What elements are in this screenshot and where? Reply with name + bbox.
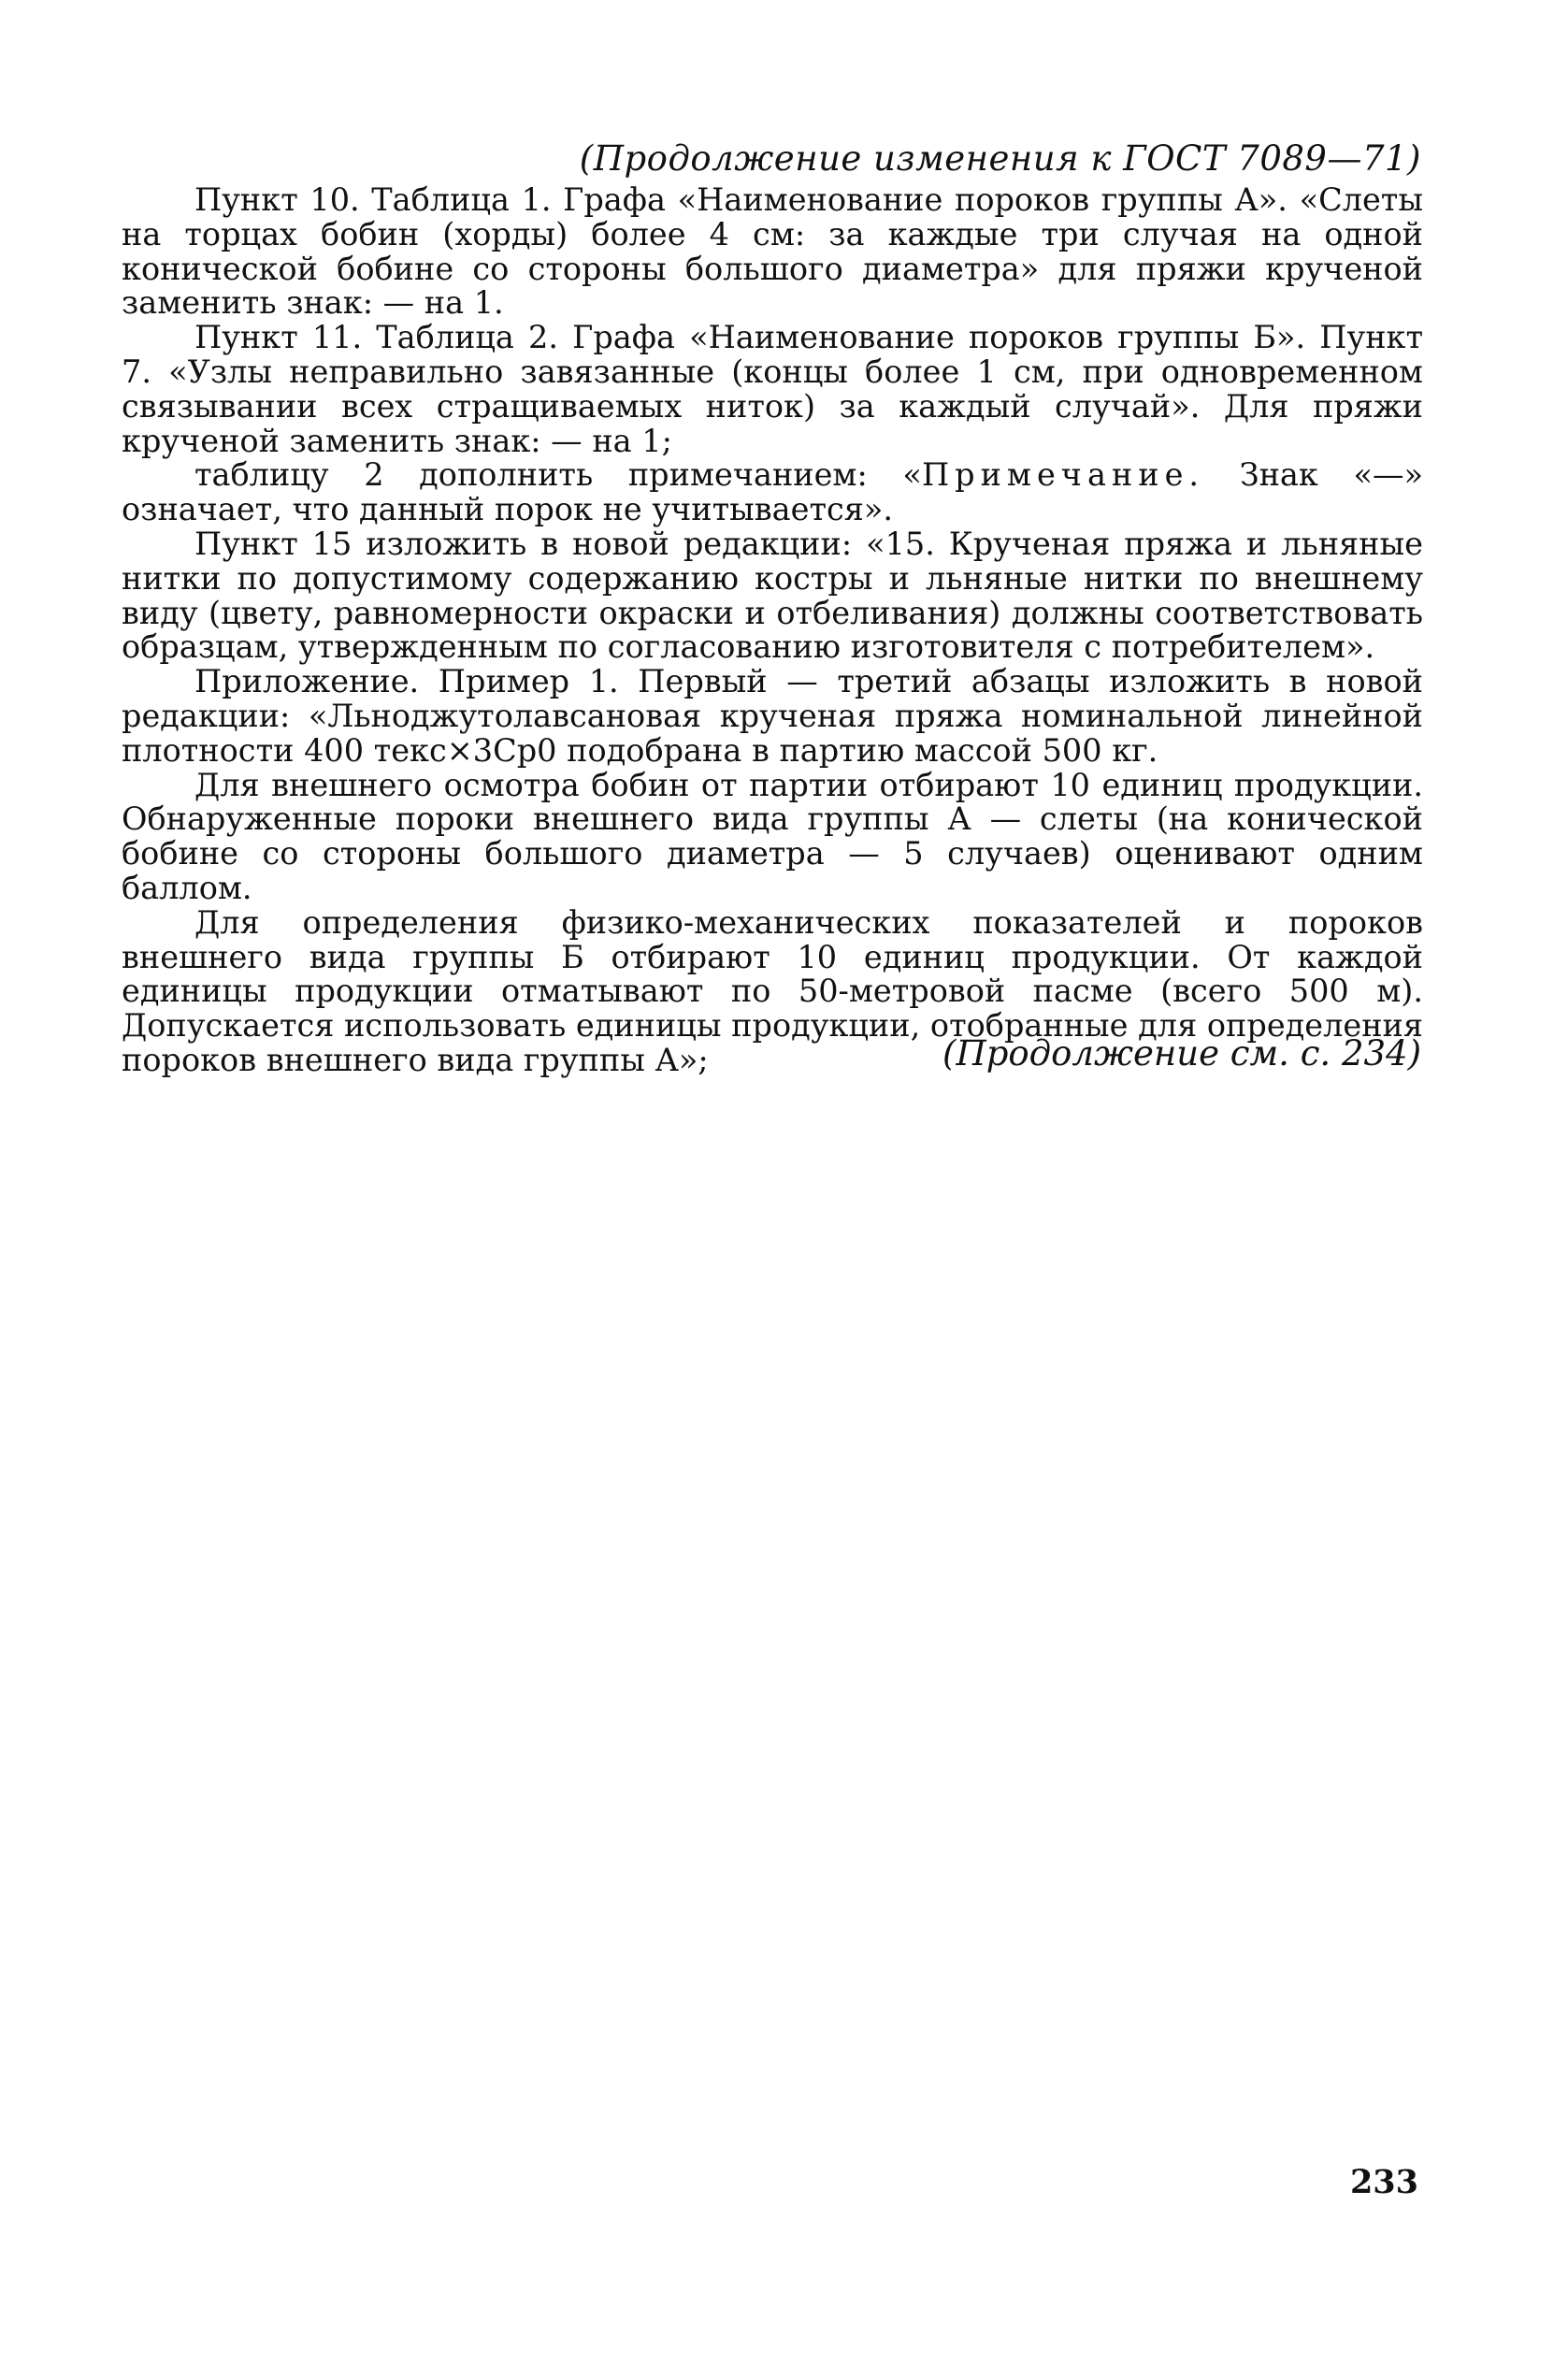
- running-header: (Продолжение изменения к ГОСТ 7089—71): [579, 138, 1421, 179]
- paragraph-note-rest: Знак «—» означает, что данный порок не учитывается».: [122, 456, 1423, 528]
- paragraph-physical-tests: Для определения физико-механических показателей и пороков внешнего вида группы Б отбирают 10 единиц продукции. От каждой единицы продукции отматывают по 50-метровой пасме (всего 500 м). Допускается использовать единицы продукции, отобранные для определения пороков внешнего вида группы А»;: [122, 903, 1423, 1078]
- paragraph-item-11: Пункт 11. Таблица 2. Графа «Наименование пороков группы Б». Пункт 7. «Узлы неправильно завязанные (концы более 1 см, при одновременном связывании всех стращиваемых ниток) за каждый случай». Для пряжи крученой заменить знак: — на 1;: [122, 319, 1423, 459]
- page-number: 233: [1349, 2163, 1418, 2201]
- paragraph-inspection: Для внешнего осмотра бобин от партии отбирают 10 единиц продукции. Обнаруженные пороки внешнего вида группы А — слеты (на конической бобине со стороны большого диаметра — 5 случаев) оценивают одним баллом.: [122, 766, 1423, 906]
- paragraph-item-10: Пункт 10. Таблица 1. Графа «Наименование пороков группы А». «Слеты на торцах бобин (хорды) более 4 см: за каждые три случая на одной конической бобине со стороны большого диаметра» для пряжи крученой заменить знак: — на 1.: [122, 181, 1423, 322]
- paragraph-item-15: Пункт 15 изложить в новой редакции: «15. Крученая пряжа и льняные нитки по допустимому содержанию костры и льняные нитки по внешнему виду (цвету, равномерности окраски и отбеливания) должны соответствовать образцам, утвержденным по согласованию изготовителя с потребителем».: [122, 525, 1423, 666]
- body-text: [122, 183, 1423, 1078]
- note-word: Примечание.: [921, 456, 1205, 494]
- paragraph-note-intro: таблицу 2 дополнить примечанием: «: [194, 456, 922, 494]
- paragraph-table-note: [122, 458, 1423, 527]
- paragraph-appendix: Приложение. Пример 1. Первый — третий абзацы изложить в новой редакции: «Льноджутолавсановая крученая пряжа номинальной линейной плотности 400 текс×3Ср0 подобрана в партию массой 500 кг.: [122, 663, 1423, 769]
- continuation-note: (Продолжение см. с. 234): [942, 1033, 1421, 1074]
